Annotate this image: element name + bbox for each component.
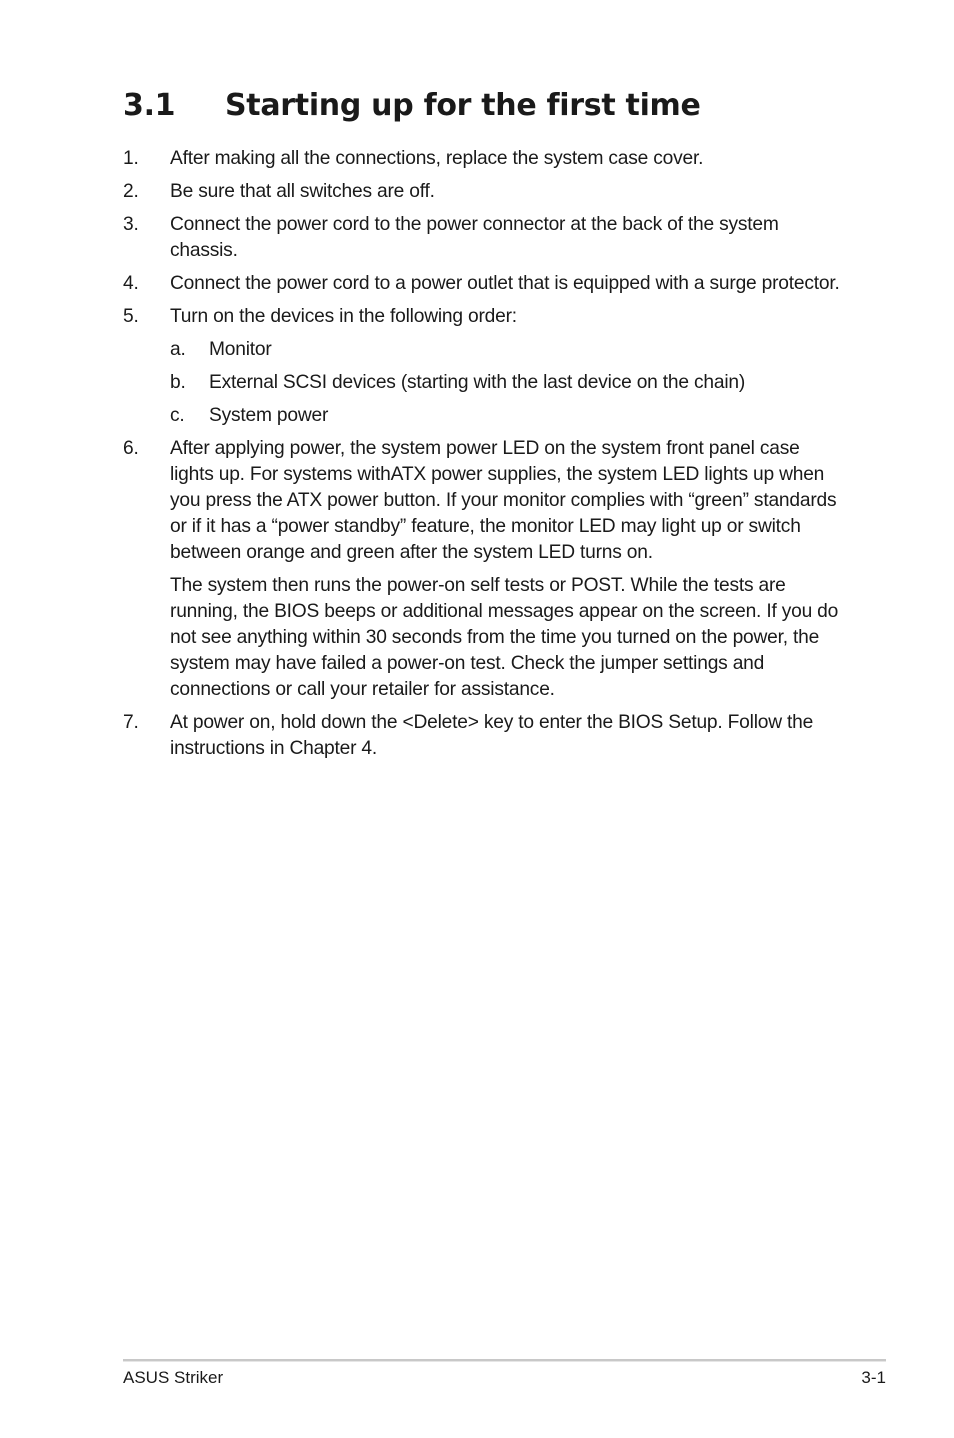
sub-item-text: External SCSI devices (starting with the last device on the chain) [209, 372, 746, 393]
footer-divider [123, 1359, 886, 1362]
sub-item-text: System power [209, 405, 329, 426]
list-item [123, 304, 843, 330]
sub-item-text: Monitor [209, 339, 272, 360]
item-text: After applying power, the system power LED on the system front panel case lights up. For systems withATX power supplies, the system LED lights up when you press the ATX power button. If your monitor complies with “green” standards or if it has a “power standby” feature, the monitor LED may light up or switch between orange and green after the system LED turns on. [170, 438, 837, 563]
section-heading [123, 86, 701, 126]
list-item [123, 212, 843, 264]
item-text: At power on, hold down the <Delete> key to enter the BIOS Setup. Follow the instructions in Chapter 4. [170, 712, 814, 759]
footer-product: ASUS Striker [123, 1368, 224, 1387]
list-item [123, 436, 843, 566]
item-number: 2. [123, 181, 139, 202]
item-text: Be sure that all switches are off. [170, 181, 435, 202]
item-number: 7. [123, 712, 139, 733]
list-item [123, 271, 843, 297]
item-number: 4. [123, 273, 139, 294]
sub-item-letter: b. [170, 372, 186, 393]
steps-list [123, 146, 843, 769]
sub-item-letter: c. [170, 405, 185, 426]
item-number: 1. [123, 148, 139, 169]
sub-item-letter: a. [170, 339, 186, 360]
list-item [123, 179, 843, 205]
section-number: 3.1 [123, 88, 176, 123]
item-text: Connect the power cord to a power outlet that is equipped with a surge protector. [170, 273, 840, 294]
section-title: Starting up for the first time [225, 88, 701, 123]
item-text: Connect the power cord to the power connector at the back of the system chassis. [170, 214, 779, 261]
page-number: 3-1 [861, 1368, 886, 1387]
item-number: 6. [123, 438, 139, 459]
item-number: 5. [123, 306, 139, 327]
item-note: The system then runs the power-on self tests or POST. While the tests are running, the BIOS beeps or additional messages appear on the screen. If you do not see anything within 30 seconds from the time you turned on the power, the system may have failed a power-on test. Check the jumper settings and connections or call your retailer for assistance. [170, 575, 839, 700]
item-text: After making all the connections, replace the system case cover. [170, 148, 704, 169]
sub-list-item [170, 337, 843, 363]
item-text: Turn on the devices in the following order: [170, 306, 517, 327]
sub-list-item [170, 403, 843, 429]
list-item [123, 146, 843, 172]
list-item [123, 710, 843, 762]
sub-list-item [170, 370, 843, 396]
item-number: 3. [123, 214, 139, 235]
